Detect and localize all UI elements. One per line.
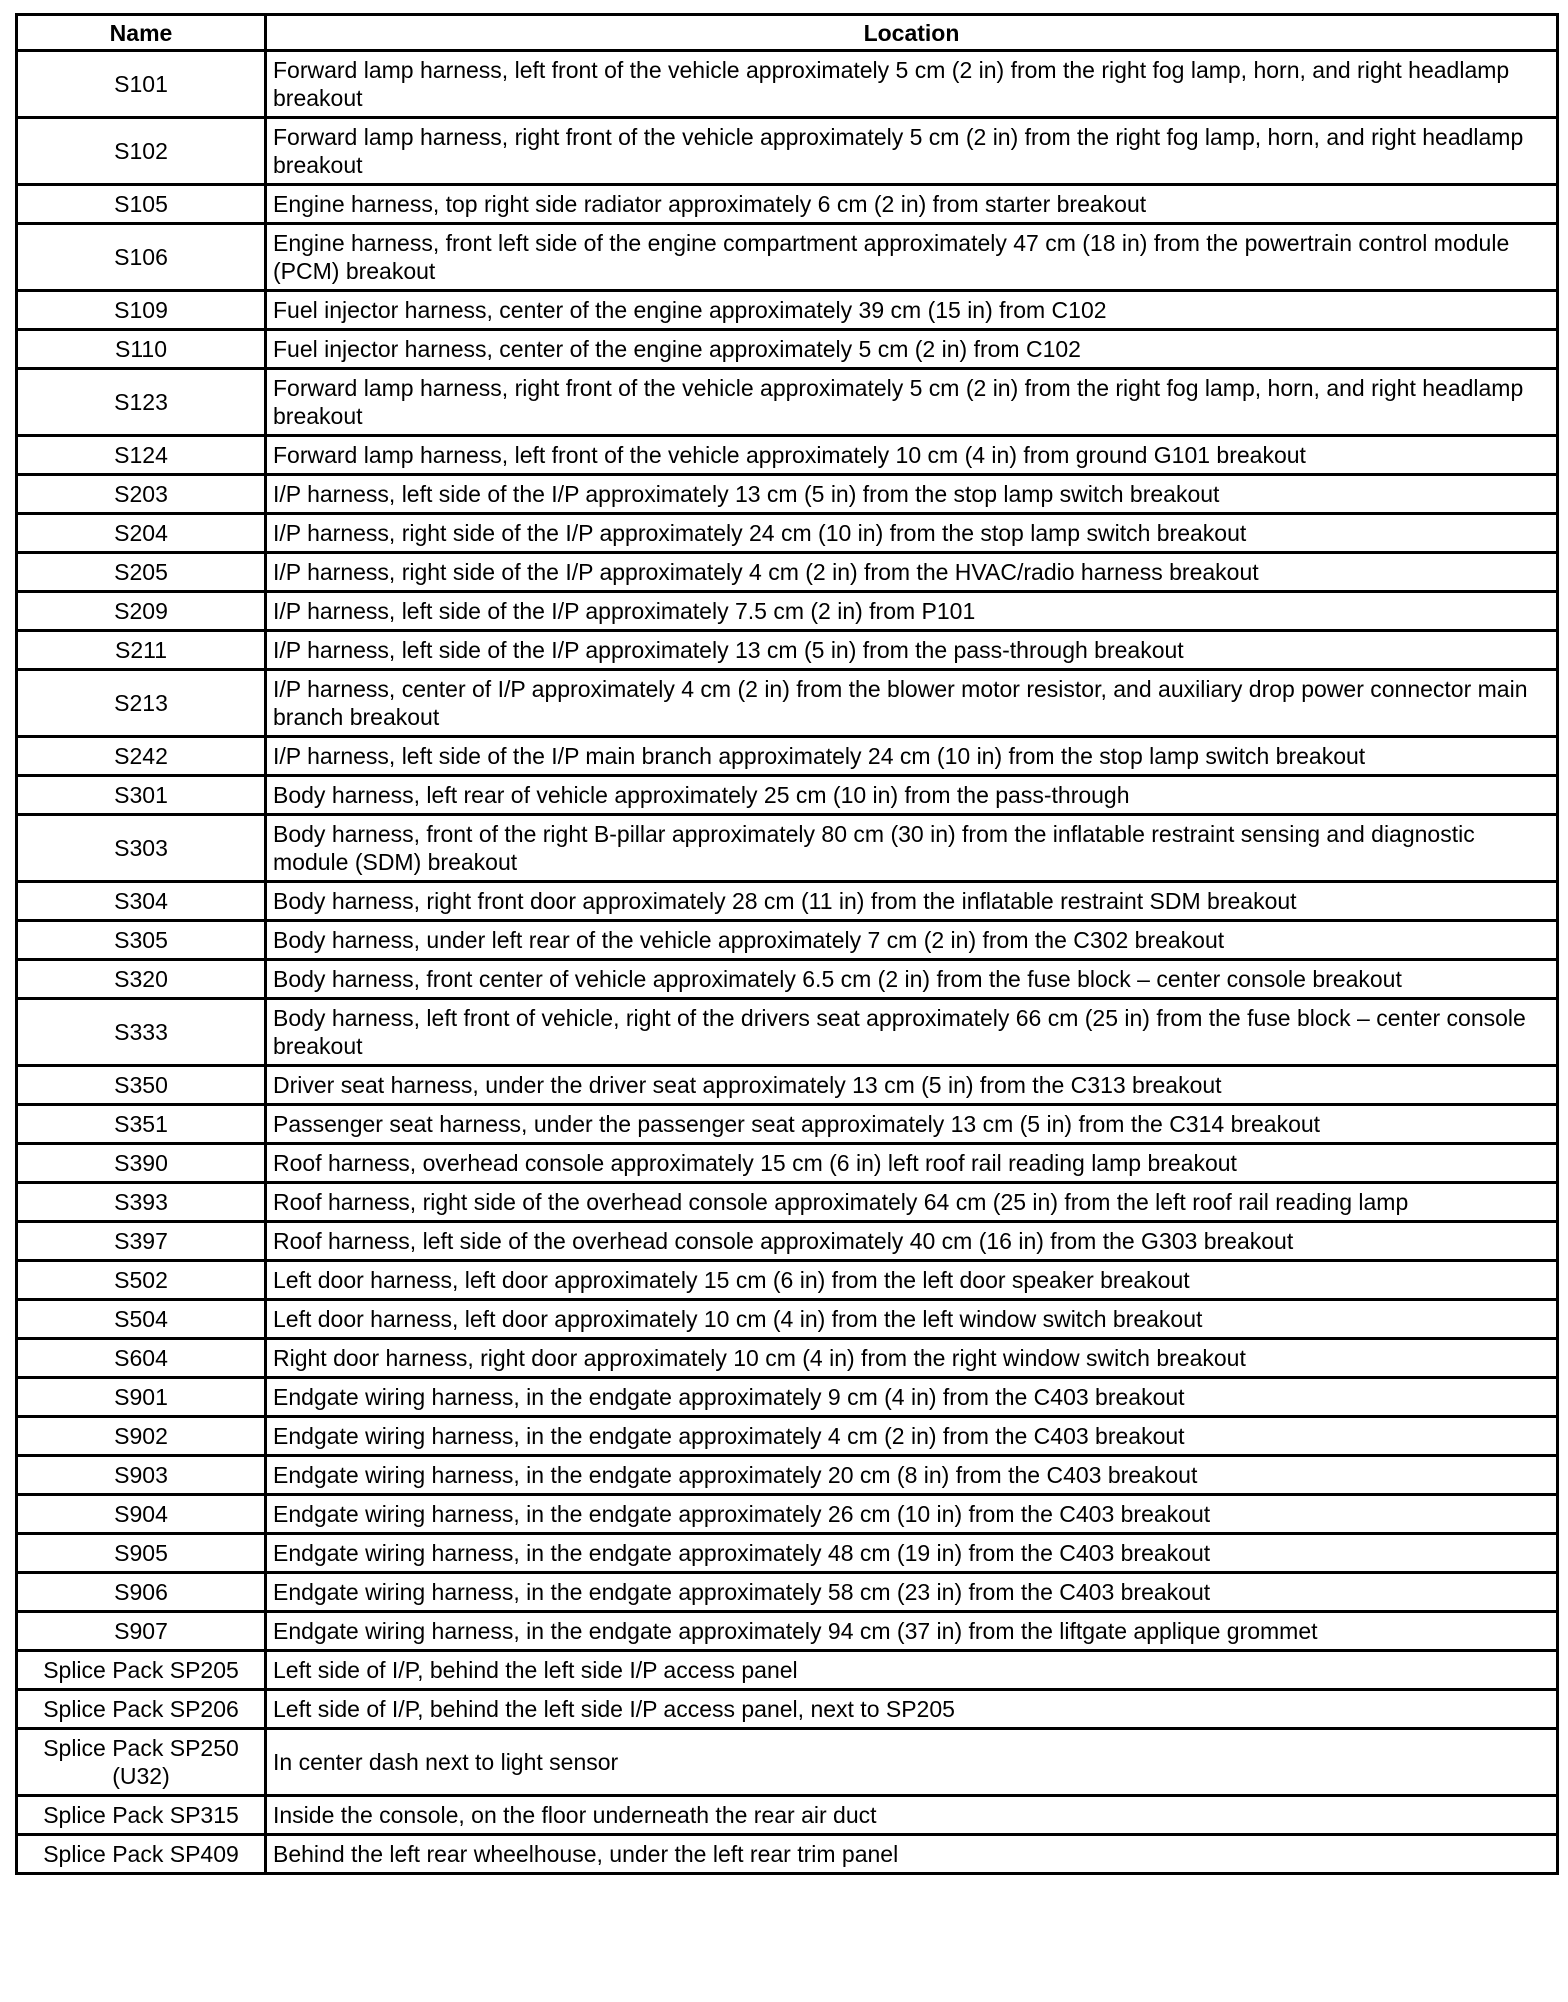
table-row: [17, 475, 1558, 514]
table-row: [17, 592, 1558, 631]
splice-name-cell: S393: [17, 1183, 266, 1222]
splice-name-cell: S102: [17, 118, 266, 185]
table-row: [17, 1796, 1558, 1835]
table-row: [17, 1835, 1558, 1874]
table-row: [17, 1690, 1558, 1729]
splice-name-cell: S320: [17, 960, 266, 999]
splice-name-cell: S397: [17, 1222, 266, 1261]
splice-name-cell: S904: [17, 1495, 266, 1534]
table-row: [17, 1183, 1558, 1222]
splice-location-cell: Engine harness, top right side radiator approximately 6 cm (2 in) from starter breakout: [266, 185, 1558, 224]
splice-name-cell: S604: [17, 1339, 266, 1378]
splice-location-cell: Passenger seat harness, under the passenger seat approximately 13 cm (5 in) from the C314 breakout: [266, 1105, 1558, 1144]
table-row: [17, 1456, 1558, 1495]
table-row: [17, 291, 1558, 330]
splice-name-cell: S903: [17, 1456, 266, 1495]
splice-name-cell: S123: [17, 369, 266, 436]
table-row: [17, 1066, 1558, 1105]
table-row: [17, 631, 1558, 670]
table-row: [17, 1339, 1558, 1378]
splice-name-cell: S109: [17, 291, 266, 330]
table-row: [17, 921, 1558, 960]
splice-name-cell: Splice Pack SP250 (U32): [17, 1729, 266, 1796]
table-row: [17, 224, 1558, 291]
splice-location-cell: Endgate wiring harness, in the endgate approximately 20 cm (8 in) from the C403 breakout: [266, 1456, 1558, 1495]
table-row: [17, 118, 1558, 185]
splice-name-cell: S101: [17, 51, 266, 118]
splice-name-cell: S390: [17, 1144, 266, 1183]
splice-location-cell: Forward lamp harness, right front of the vehicle approximately 5 cm (2 in) from the right fog lamp, horn, and right headlamp breakout: [266, 369, 1558, 436]
splice-location-cell: Fuel injector harness, center of the engine approximately 39 cm (15 in) from C102: [266, 291, 1558, 330]
splice-location-cell: Left door harness, left door approximately 10 cm (4 in) from the left window switch breakout: [266, 1300, 1558, 1339]
splice-name-cell: S902: [17, 1417, 266, 1456]
table-row: [17, 369, 1558, 436]
splice-name-cell: S211: [17, 631, 266, 670]
table-row: [17, 670, 1558, 737]
table-row: [17, 51, 1558, 118]
splice-location-cell: Endgate wiring harness, in the endgate approximately 4 cm (2 in) from the C403 breakout: [266, 1417, 1558, 1456]
splice-location-cell: Inside the console, on the floor underneath the rear air duct: [266, 1796, 1558, 1835]
splice-location-cell: Endgate wiring harness, in the endgate approximately 9 cm (4 in) from the C403 breakout: [266, 1378, 1558, 1417]
table-row: [17, 1105, 1558, 1144]
splice-location-cell: Behind the left rear wheelhouse, under the left rear trim panel: [266, 1835, 1558, 1874]
splice-location-cell: Endgate wiring harness, in the endgate approximately 48 cm (19 in) from the C403 breakout: [266, 1534, 1558, 1573]
splice-name-cell: S906: [17, 1573, 266, 1612]
splice-location-cell: Engine harness, front left side of the engine compartment approximately 47 cm (18 in) from the powertrain control module (PCM) breakout: [266, 224, 1558, 291]
splice-name-cell: S905: [17, 1534, 266, 1573]
splice-name-cell: S504: [17, 1300, 266, 1339]
table-row: [17, 1534, 1558, 1573]
splice-name-cell: S242: [17, 737, 266, 776]
splice-location-cell: I/P harness, left side of the I/P approximately 13 cm (5 in) from the pass-through breakout: [266, 631, 1558, 670]
splice-name-cell: Splice Pack SP409: [17, 1835, 266, 1874]
table-row: [17, 330, 1558, 369]
splice-name-cell: S907: [17, 1612, 266, 1651]
table-row: [17, 960, 1558, 999]
table-row: [17, 1300, 1558, 1339]
splice-location-cell: Body harness, front of the right B-pillar approximately 80 cm (30 in) from the inflatable restraint sensing and diagnostic module (SDM) breakout: [266, 815, 1558, 882]
table-row: [17, 815, 1558, 882]
splice-location-cell: In center dash next to light sensor: [266, 1729, 1558, 1796]
splice-name-cell: Splice Pack SP205: [17, 1651, 266, 1690]
splice-location-cell: I/P harness, left side of the I/P main branch approximately 24 cm (10 in) from the stop lamp switch breakout: [266, 737, 1558, 776]
splice-name-cell: S301: [17, 776, 266, 815]
splice-name-cell: S124: [17, 436, 266, 475]
splice-location-cell: Left side of I/P, behind the left side I/P access panel: [266, 1651, 1558, 1690]
splice-location-cell: I/P harness, right side of the I/P approximately 24 cm (10 in) from the stop lamp switch breakout: [266, 514, 1558, 553]
splice-location-cell: Fuel injector harness, center of the engine approximately 5 cm (2 in) from C102: [266, 330, 1558, 369]
table-row: [17, 185, 1558, 224]
splice-location-cell: Roof harness, right side of the overhead console approximately 64 cm (25 in) from the left roof rail reading lamp: [266, 1183, 1558, 1222]
table-row: [17, 1144, 1558, 1183]
table-row: [17, 1495, 1558, 1534]
table-body: [17, 51, 1558, 1874]
table-row: [17, 776, 1558, 815]
table-row: [17, 1729, 1558, 1796]
splice-name-cell: Splice Pack SP206: [17, 1690, 266, 1729]
splice-location-cell: Left side of I/P, behind the left side I/P access panel, next to SP205: [266, 1690, 1558, 1729]
table-row: [17, 1261, 1558, 1300]
splice-location-cell: Left door harness, left door approximately 15 cm (6 in) from the left door speaker breakout: [266, 1261, 1558, 1300]
splice-location-cell: Roof harness, left side of the overhead console approximately 40 cm (16 in) from the G303 breakout: [266, 1222, 1558, 1261]
table-row: [17, 1651, 1558, 1690]
table-row: [17, 882, 1558, 921]
splice-location-cell: Endgate wiring harness, in the endgate approximately 58 cm (23 in) from the C403 breakout: [266, 1573, 1558, 1612]
splice-location-cell: I/P harness, center of I/P approximately 4 cm (2 in) from the blower motor resistor, and auxiliary drop power connector main branch breakout: [266, 670, 1558, 737]
table-row: [17, 737, 1558, 776]
splice-name-cell: S303: [17, 815, 266, 882]
splice-location-cell: Body harness, left rear of vehicle approximately 25 cm (10 in) from the pass-through: [266, 776, 1558, 815]
column-header-name: Name: [17, 15, 266, 51]
splice-name-cell: S350: [17, 1066, 266, 1105]
table-row: [17, 1573, 1558, 1612]
splice-location-cell: Body harness, right front door approximately 28 cm (11 in) from the inflatable restraint SDM breakout: [266, 882, 1558, 921]
splice-name-cell: S204: [17, 514, 266, 553]
table-row: [17, 1612, 1558, 1651]
splice-location-table: [15, 13, 1559, 1875]
splice-name-cell: S502: [17, 1261, 266, 1300]
splice-location-cell: Forward lamp harness, left front of the vehicle approximately 5 cm (2 in) from the right fog lamp, horn, and right headlamp breakout: [266, 51, 1558, 118]
splice-location-cell: Endgate wiring harness, in the endgate approximately 94 cm (37 in) from the liftgate applique grommet: [266, 1612, 1558, 1651]
splice-name-cell: S203: [17, 475, 266, 514]
splice-location-cell: Forward lamp harness, left front of the vehicle approximately 10 cm (4 in) from ground G101 breakout: [266, 436, 1558, 475]
splice-location-cell: Roof harness, overhead console approximately 15 cm (6 in) left roof rail reading lamp breakout: [266, 1144, 1558, 1183]
table-row: [17, 999, 1558, 1066]
splice-name-cell: S901: [17, 1378, 266, 1417]
splice-location-cell: Body harness, under left rear of the vehicle approximately 7 cm (2 in) from the C302 breakout: [266, 921, 1558, 960]
splice-location-cell: I/P harness, left side of the I/P approximately 13 cm (5 in) from the stop lamp switch breakout: [266, 475, 1558, 514]
table-row: [17, 1417, 1558, 1456]
splice-location-cell: I/P harness, right side of the I/P approximately 4 cm (2 in) from the HVAC/radio harness breakout: [266, 553, 1558, 592]
splice-name-cell: S105: [17, 185, 266, 224]
splice-name-cell: S110: [17, 330, 266, 369]
splice-name-cell: S333: [17, 999, 266, 1066]
table-row: [17, 514, 1558, 553]
splice-location-cell: I/P harness, left side of the I/P approximately 7.5 cm (2 in) from P101: [266, 592, 1558, 631]
table-row: [17, 553, 1558, 592]
splice-name-cell: S205: [17, 553, 266, 592]
splice-location-cell: Driver seat harness, under the driver seat approximately 13 cm (5 in) from the C313 breakout: [266, 1066, 1558, 1105]
splice-name-cell: S305: [17, 921, 266, 960]
splice-location-cell: Right door harness, right door approximately 10 cm (4 in) from the right window switch breakout: [266, 1339, 1558, 1378]
splice-location-cell: Forward lamp harness, right front of the vehicle approximately 5 cm (2 in) from the right fog lamp, horn, and right headlamp breakout: [266, 118, 1558, 185]
column-header-location: Location: [266, 15, 1558, 51]
splice-name-cell: S351: [17, 1105, 266, 1144]
splice-location-cell: Body harness, front center of vehicle approximately 6.5 cm (2 in) from the fuse block – center console breakout: [266, 960, 1558, 999]
splice-name-cell: Splice Pack SP315: [17, 1796, 266, 1835]
splice-name-cell: S213: [17, 670, 266, 737]
splice-name-cell: S209: [17, 592, 266, 631]
splice-location-cell: Body harness, left front of vehicle, right of the drivers seat approximately 66 cm (25 in) from the fuse block – center console breakout: [266, 999, 1558, 1066]
splice-location-cell: Endgate wiring harness, in the endgate approximately 26 cm (10 in) from the C403 breakout: [266, 1495, 1558, 1534]
splice-name-cell: S304: [17, 882, 266, 921]
splice-name-cell: S106: [17, 224, 266, 291]
table-header-row: [17, 15, 1558, 51]
table-row: [17, 436, 1558, 475]
table-row: [17, 1378, 1558, 1417]
table-row: [17, 1222, 1558, 1261]
